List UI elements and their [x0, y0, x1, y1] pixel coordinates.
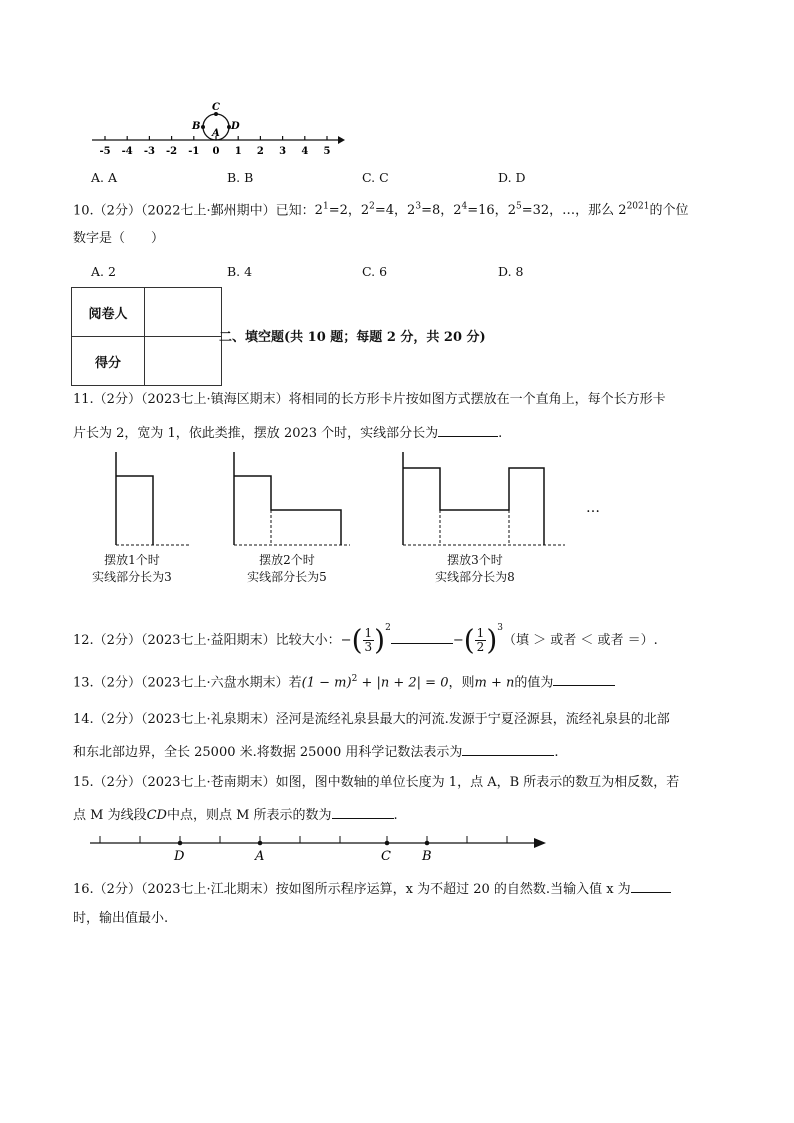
point-label-c: C [212, 102, 220, 113]
grade-label-reviewer: 阅卷人 [72, 288, 145, 337]
q9-option-a: A. A [91, 170, 118, 185]
q10-tail: 那么 $2^{2021}$的个位 [588, 202, 689, 219]
q12-answer-blank[interactable] [391, 629, 453, 644]
q14-answer-blank[interactable] [462, 741, 554, 756]
q13-answer-blank[interactable] [553, 671, 615, 686]
q15-label-b: B [422, 849, 432, 864]
question-10-line1 [73, 197, 689, 221]
question-14-line2: 和东北部边界，全长 25000 米.将数据 25000 用科学记数法表示为 . [73, 741, 559, 763]
q11-answer-blank[interactable] [438, 422, 498, 437]
q9-tick-label: -4 [121, 146, 133, 157]
q10-option-a: A. 2 [91, 264, 116, 279]
question-14-line1: 14.（2分）（2023七上·礼泉期末）泾河是流经礼泉县最大的河流.发源于宁夏泾源县，流经礼泉县的北部 [73, 712, 670, 727]
q10-power-5: $2^5=32$，…， [507, 202, 589, 219]
q9-tick-label: 0 [212, 146, 220, 157]
q11-caption-3: 摆放3个时 实线部分长为8 [435, 553, 515, 584]
q10-option-d: D. 8 [498, 264, 524, 279]
q15-label-d: D [174, 849, 185, 864]
q9-tick-label: 1 [234, 146, 242, 157]
q15-answer-blank[interactable] [332, 804, 394, 819]
q10-power-3: $2^3=8$， [407, 202, 454, 219]
grade-table [71, 287, 222, 386]
q15-number-line-figure [88, 832, 550, 866]
q9-tick-label: -1 [188, 146, 200, 157]
q10-prefix: 10.（2分）（2022七上·鄞州期中）已知： [73, 203, 315, 219]
q9-option-d: D. D [498, 170, 526, 185]
question-11-line1: 11.（2分）（2023七上·镇海区期末）将相同的长方形卡片按如图方式摆放在一个直角上，每个长方形卡 [73, 392, 666, 407]
question-10-line2: 数字是（ ） [73, 231, 165, 246]
q9-tick-label: 5 [323, 146, 331, 157]
q11-caption-1: 摆放1个时 实线部分长为3 [92, 553, 172, 584]
grade-label-score: 得分 [72, 337, 145, 386]
q9-tick-label: -5 [99, 146, 111, 157]
q11-caption-2: 摆放2个时 实线部分长为5 [247, 553, 327, 584]
grade-cell-score [145, 337, 222, 386]
question-15-line2: 点 M 为线段CD中点，则点 M 所表示的数为 . [73, 804, 398, 826]
question-11-line2: 片长为 2，宽为 1，依此类推，摆放 2023 个时，实线部分长为 . [73, 422, 502, 444]
q11-figure-3 [387, 448, 572, 550]
section-2-title: 二、填空题(共 10 题；每题 2 分，共 20 分) [219, 330, 486, 345]
q11-figure-2 [218, 448, 358, 550]
point-label-a: A [212, 128, 220, 139]
question-13: 13.（2分）（2023七上·六盘水期末）若$(1 - m)^2 + |n + 2| = 0$，则m + n的值为 [73, 669, 615, 693]
q9-tick-label: 3 [279, 146, 287, 157]
q10-option-b: B. 4 [227, 264, 253, 279]
grade-cell-reviewer [145, 288, 222, 337]
q16-answer-blank[interactable] [631, 878, 671, 893]
q12-fraction-2: $\frac{1}{2}$ [476, 626, 485, 654]
q9-tick-label: -2 [166, 146, 178, 157]
q10-power-1: $2^1=2$， [314, 202, 361, 219]
question-16-line1: 16.（2分）（2023七上·江北期末）按如图所示程序运算，x 为不超过 20 的自然数.当输入值 x 为 [73, 878, 671, 900]
point-label-d: D [231, 121, 240, 132]
q9-number-line-figure [88, 98, 348, 158]
q9-tick-label: -3 [143, 146, 155, 157]
question-12: 12.（2分）（2023七上·益阳期末）比较大小：−( $\frac{1}{3})^2-$( $\frac{1}{2})^3$（填 ＞ 或者 ＜ 或者 ＝）. [73, 623, 658, 657]
q11-ellipsis: … [586, 500, 600, 516]
q15-label-c: C [381, 849, 391, 864]
q11-figure-1 [100, 448, 200, 550]
q9-tick-label: 2 [256, 146, 264, 157]
q12-fraction-1: $\frac{1}{3}$ [364, 626, 373, 654]
q9-tick-label: 4 [301, 146, 309, 157]
q9-option-b: B. B [227, 170, 254, 185]
question-15-line1: 15.（2分）（2023七上·苍南期末）如图，图中数轴的单位长度为 1，点 A，B 所表示的数互为相反数，若 [73, 775, 680, 790]
point-label-b: B [192, 121, 201, 132]
q10-power-2: $2^2=4$， [360, 202, 408, 219]
q15-label-a: A [255, 849, 265, 864]
question-16-line2: 时，输出值最小. [73, 911, 169, 926]
q9-option-c: C. C [362, 170, 389, 185]
q10-option-c: C. 6 [362, 264, 388, 279]
q10-power-4: $2^4=16$， [453, 202, 508, 219]
